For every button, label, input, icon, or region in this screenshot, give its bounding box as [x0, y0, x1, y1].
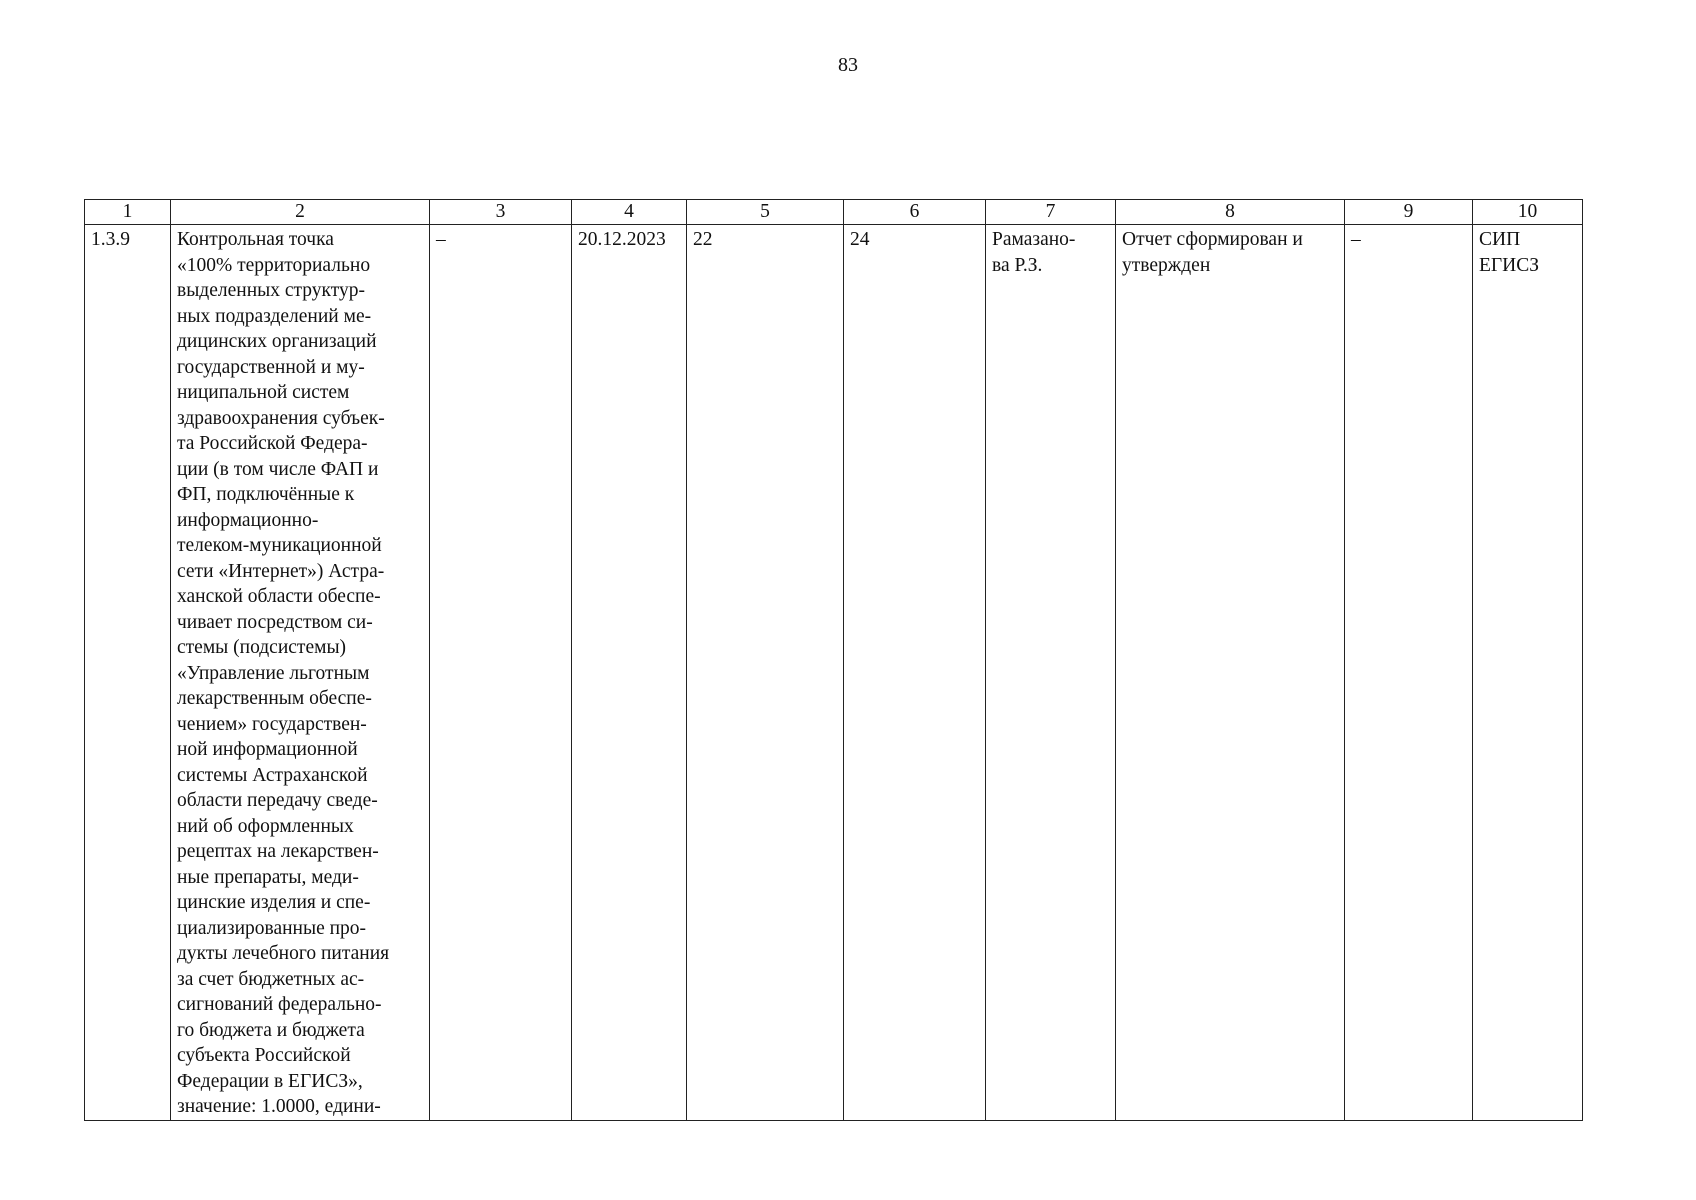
- item-description: Контрольная точка «100% территориально выделенных структур- ных подразделений ме- дицинских организаций государственной и му- ниципальной систем здравоохранения субъек- та Российской Федера- ции (в том числе ФАП и ФП, подключённые к информационно- телеком-муникационной сети «Интернет») Астра- ханской области обеспе- чивает посредством си- стемы (подсистемы) «Управление льготным лекарственным обеспе- чением» государствен- ной информационной системы Астраханской области передачу сведе- ний об оформленных рецептах на лекарствен- ные препараты, меди- цинские изделия и спе- циализированные про- дукты лечебного питания за счет бюджетных ас- сигнований федерально- го бюджета и бюджета субъекта Российской Федерации в ЕГИСЗ», значение: 1.0000, едини-: [171, 225, 430, 1121]
- header-cell: 3: [430, 200, 572, 225]
- header-cell: 4: [572, 200, 687, 225]
- information-system: СИП ЕГИСЗ: [1473, 225, 1583, 1121]
- table-row: [85, 225, 1583, 1121]
- header-cell: 7: [986, 200, 1116, 225]
- header-cell: 6: [844, 200, 986, 225]
- plan-table: [84, 199, 1583, 1121]
- column-9-value: –: [1345, 225, 1473, 1121]
- header-cell: 9: [1345, 200, 1473, 225]
- header-cell: 5: [687, 200, 844, 225]
- page-number: 83: [838, 54, 858, 76]
- responsible-person: Рамазано- ва Р.З.: [986, 225, 1116, 1121]
- header-cell: 8: [1116, 200, 1345, 225]
- table-header-row: [85, 200, 1583, 225]
- column-5-value: 22: [687, 225, 844, 1121]
- result-description: Отчет сформирован и утвержден: [1116, 225, 1345, 1121]
- column-6-value: 24: [844, 225, 986, 1121]
- header-cell: 1: [85, 200, 171, 225]
- header-cell: 10: [1473, 200, 1583, 225]
- item-number: 1.3.9: [85, 225, 171, 1121]
- date-value: 20.12.2023: [572, 225, 687, 1121]
- header-cell: 2: [171, 200, 430, 225]
- column-3-value: –: [430, 225, 572, 1121]
